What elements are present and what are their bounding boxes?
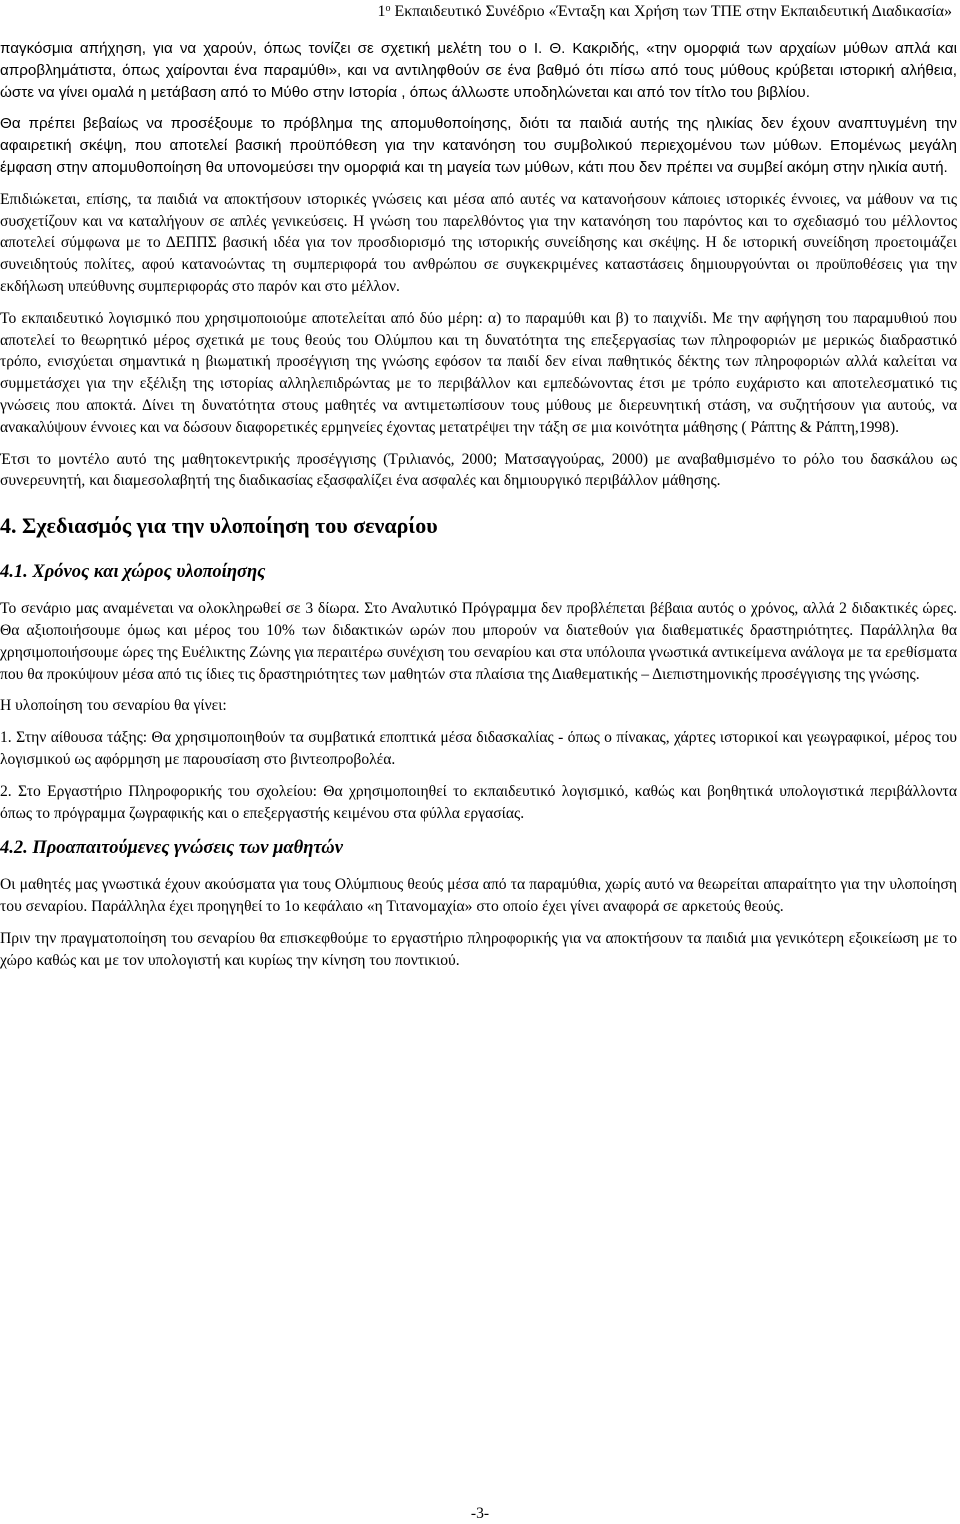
paragraph: παγκόσμια απήχηση, για να χαρούν, όπως τονίζει σε σχετική μελέτη του ο Ι. Θ. Κακριδής, «την ομορφιά των αρχαίων μύθων απλά και απροβλημάτιστα, όπως χαίρονται ένα παραμύθι», και να αντιληφθούν σε ένα βαθμό ότι πίσω από τους μύθους κρύβεται ιστορική αλήθεια, ώστε να γίνει ομαλά η μετάβαση από το Μύθο στην Ιστορία , όπως άλλωστε υποδηλώνεται και από τον τίτλο του βιβλίου. <box>0 40 957 101</box>
paragraph: Θα πρέπει βεβαίως να προσέξουμε το πρόβλημα της απομυθοποίησης, διότι τα παιδιά αυτής της ηλικίας δεν έχουν αναπτυγμένη την αφαιρετική σκέψη, που αποτελεί βασική προϋπόθεση για την κατανόηση του συμβολικού περιεχομένου των μύθων. Επομένως μεγάλη έμφαση στην απομυθοποίηση θα υπονομεύσει την ομορφιά και τη μαγεία των μύθων, κάτι που δεν πρέπει να συμβεί ακόμη στην ηλικία αυτή. <box>0 115 957 176</box>
paragraph: Η υλοποίηση του σεναρίου θα γίνει: <box>0 697 227 715</box>
paragraph: Πριν την πραγματοποίηση του σεναρίου θα επισκεφθούμε το εργαστήριο πληροφορικής για να αποκτήσουν τα παιδιά μια γενικότερη εξοικείωση με το χώρο καθώς και με τον υπολογιστή και κυρίως την κίνηση του ποντικιού. <box>0 929 957 969</box>
paragraph: Το εκπαιδευτικό λογισμικό που χρησιμοποιούμε αποτελείται από δύο μέρη: α) το παραμύθι και β) το παιχνίδι. Με την αφήγηση του παραμυθιού που αποτελεί το θεωρητικό μέρος σχετικά με τους θεούς του Ολύμπου και τη δυνατότητα της επεξεργασίας των πληροφοριών με μερικώς διαδραστικό τρόπο, ενισχύεται σημαντικά η βιωματική προσέγγιση της γνώσης εφόσον τα παιδί δεν είναι παθητικός δέκτης των πληροφοριών αλλά καλείται να συμμετάσχει για την εξέλιξη της ιστορίας αλληλεπιδρώντας με το περιβάλλον και εμπεδώνοντας έτσι με τρόπο ευχάριστο και αποτελεσματικό τις γνώσεις που αποκτά. Δίνει τη δυνατότητα στους μαθητές να αντιμετωπίσουν τους μύθους με διερευνητική στάση, να συζητήσουν για αυτούς, να ανακαλύψουν έννοιες και να δώσουν διαφορετικές ερμηνείες έχοντας μετατρέψει την τάξη σε μια κοινότητα μάθησης ( Ράπτης & Ράπτη,1998). <box>0 309 957 436</box>
paragraph: 2. Στο Εργαστήριο Πληροφορικής του σχολείου: Θα χρησιμοποιηθεί το εκπαιδευτικό λογισμικό, καθώς και βοηθητικά υπολογιστικά περιβάλλοντα όπως το πρόγραμμα ζωγραφικής και ο επεξεργαστής κειμένου στα φύλλα εργασίας. <box>0 782 957 822</box>
paragraph: Οι μαθητές μας γνωστικά έχουν ακούσματα για τους Ολύμπιους θεούς μέσα από τα παραμύθια, χωρίς αυτό να θεωρείται απαραίτητο για την υλοποίηση του σεναρίου. Παράλληλα έχει προηγηθεί το 1ο κεφάλαιο «η Τιτανομαχία» στο οποίο έχει γίνει αναφορά σε αρκετούς θεούς. <box>0 876 957 916</box>
paragraph: Επιδιώκεται, επίσης, τα παιδιά να αποκτήσουν ιστορικές γνώσεις και μέσα από αυτές να κατανοήσουν κάποιες ιστορικές έννοιες, να μάθουν να τις συσχετίζουν και να καταλήγουν σε απλές γενικεύσεις. Η γνώση του παρελθόντος για την κατανόηση του παρόντος και το σχεδιασμό του μέλλοντος αποτελεί σύμφωνα με το ΔΕΠΠΣ βασική ιδέα για τον προσδιορισμό της ιστορικής συνείδησης και σκέψης. Η δε ιστορική συνείδηση προετοιμάζει συνειδητούς πολίτες, αφού κατανοώντας τη συμπεριφορά του ανθρώπου σε συγκεκριμένες καταστάσεις δημιουργούνται οι προϋποθέσεις για την εκδήλωση υπεύθυνης συμπεριφοράς στο παρόν και στο μέλλον. <box>0 190 957 295</box>
subsection-heading: 4.2. Προαπαιτούμενες γνώσεις των μαθητών <box>0 838 343 859</box>
header-prefix: 1 <box>377 3 386 20</box>
section-heading: 4. Σχεδιασμός για την υλοποίηση του σεναρίου <box>0 513 438 539</box>
running-header <box>377 2 952 22</box>
paragraph: Έτσι το μοντέλο αυτό της μαθητοκεντρικής προσέγγισης (Τριλιανός, 2000; Ματσαγγούρας, 2000) με αναβαθμισμένο το ρόλο του δασκάλου ως συνερευνητή, και διαμεσολαβητή της διαδικασίας εξασφαλίζει ένα ασφαλές και δημιουργικό περιβάλλον μάθησης. <box>0 450 957 490</box>
subsection-heading: 4.1. Χρόνος και χώρος υλοποίησης <box>0 562 266 583</box>
page-number: -3- <box>470 1505 490 1522</box>
page-body <box>0 38 957 982</box>
header-ordinal: ο <box>385 3 391 14</box>
paragraph: 1. Στην αίθουσα τάξης: Θα χρησιμοποιηθούν τα συμβατικά εποπτικά μέσα διδασκαλίας - όπως ο πίνακας, χάρτες ιστορικοί και γεωγραφικοί, μέρος του λογισμικού ως αφόρμηση με παρουσίαση στο βιντεοπροβολέα. <box>0 729 957 768</box>
header-title: Εκπαιδευτικό Συνέδριο «Ένταξη και Χρήση των ΤΠΕ στην Εκπαιδευτική Διαδικασία» <box>390 3 952 20</box>
paragraph: Το σενάριο μας αναμένεται να ολοκληρωθεί σε 3 δίωρα. Στο Αναλυτικό Πρόγραμμα δεν προβλέπεται βέβαια αυτός ο χρόνος, αλλά 2 διδακτικές ώρες. Θα αξιοποιήσουμε όμως και μέρος του 10% των διδακτικών ωρών που μπορούν να διατεθούν για διαθεματικές δραστηριότητες. Παράλληλα θα χρησιμοποιήσουμε ώρες της Ευέλικτης Ζώνης για περαιτέρω συνέχιση του σεναρίου και στα υπόλοιπα γνωστικά αντικείμενα ανάλογα με τα ερεθίσματα που θα προκύψουν μέσα από τις ίδιες τις δραστηριότητες των μαθητών στα πλαίσια της Διαθεματικής – Διεπιστημονικής προσέγγισης της γνώσης. <box>0 600 957 683</box>
